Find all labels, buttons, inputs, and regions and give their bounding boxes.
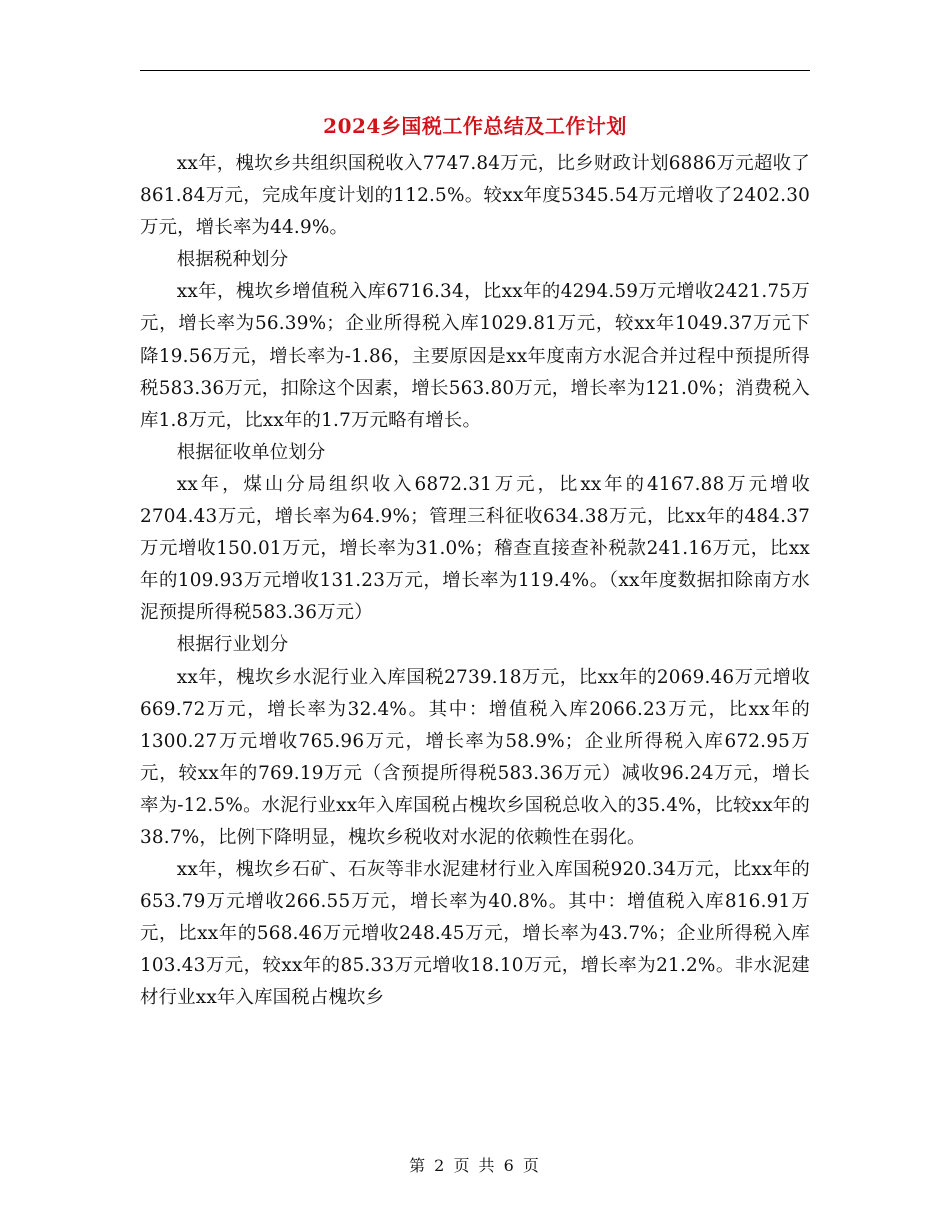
section-heading-collection-unit: 根据征收单位划分 xyxy=(176,441,326,463)
section-heading-industry: 根据行业划分 xyxy=(176,634,289,656)
paragraph-summary: xx年，槐坎乡共组织国税收入7747.84万元，比乡财政计划6886万元超收了861.84万元，完成年度计划的112.5%。较xx年度5345.54万元增收了2402.30万元，增长率为44.9%。 xyxy=(140,153,810,239)
section-heading-tax-type: 根据税种划分 xyxy=(176,249,289,271)
header-rule xyxy=(140,70,810,71)
paragraph-tax-type: xx年，槐坎乡增值税入库6716.34，比xx年的4294.59万元增收2421.75万元，增长率为56.39%；企业所得税入库1029.81万元，较xx年1049.37万元下降19.56万元，增长率为-1.86，主要原因是xx年度南方水泥合并过程中预提所得税583.36万元，扣除这个因素，增长563.80万元，增长率为121.0%；消费税入库1.8万元，比xx年的1.7万元略有增长。 xyxy=(140,281,810,431)
paragraph-non-cement-industry: xx年，槐坎乡石矿、石灰等非水泥建材行业入库国税920.34万元，比xx年的653.79万元增收266.55万元，增长率为40.8%。其中：增值税入库816.91万元，比xx年的568.46万元增收248.45万元，增长率为43.7%；企业所得税入库103.43万元，较xx年的85.33万元增收18.10万元，增长率为21.2%。非水泥建材行业xx年入库国税占槐坎乡 xyxy=(140,859,810,1009)
document-body xyxy=(140,148,810,1015)
paragraph-collection-unit: xx年，煤山分局组织收入6872.31万元，比xx年的4167.88万元增收2704.43万元，增长率为64.9%；管理三科征收634.38万元，比xx年的484.37万元增收150.01万元，增长率为31.0%；稽查直接查补税款241.16万元，比xx年的109.93万元增收131.23万元，增长率为119.4%。（xx年度数据扣除南方水泥预提所得税583.36万元） xyxy=(140,473,810,624)
document-title: 2024乡国税工作总结及工作计划 xyxy=(323,114,627,138)
page-number-footer: 第 2 页 共 6 页 xyxy=(409,1156,541,1175)
paragraph-cement-industry: xx年，槐坎乡水泥行业入库国税2739.18万元，比xx年的2069.46万元增收669.72万元，增长率为32.4%。其中：增值税入库2066.23万元，比xx年的1300.27万元增收765.96万元，增长率为58.9%；企业所得税入库672.95万元，较xx年的769.19万元（含预提所得税583.36万元）减收96.24万元，增长率为-12.5%。水泥行业xx年入库国税占槐坎乡国税总收入的35.4%，比较xx年的38.7%，比例下降明显，槐坎乡税收对水泥的依赖性在弱化。 xyxy=(140,666,810,848)
